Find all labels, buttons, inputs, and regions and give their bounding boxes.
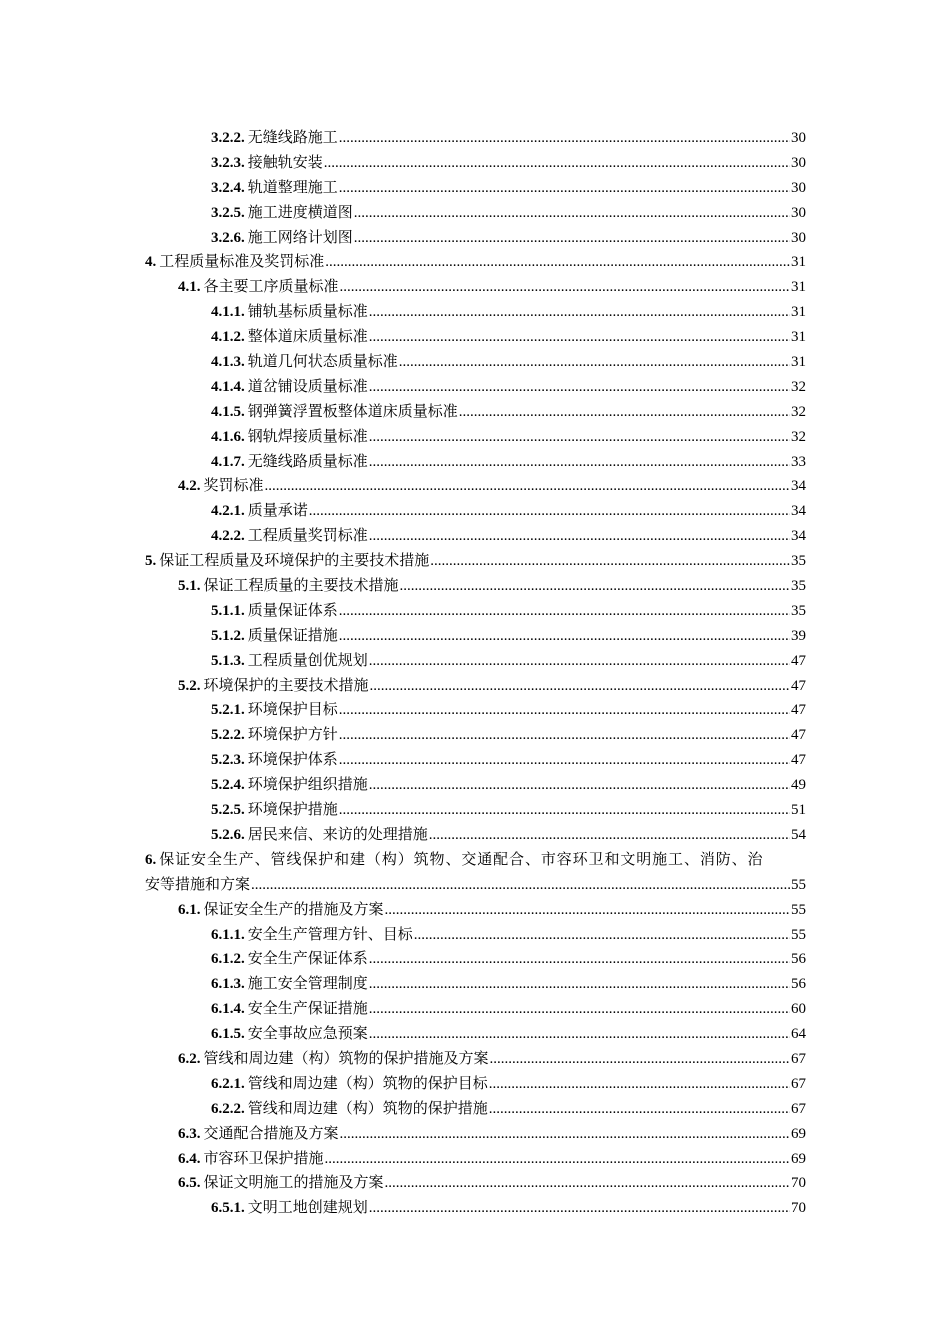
toc-page-number: 32 [791, 403, 806, 420]
toc-title: 保证工程质量及环境保护的主要技术措施 [159, 553, 430, 570]
toc-leader-dots [339, 624, 790, 649]
toc-page-number: 67 [791, 1050, 806, 1067]
toc-entry[interactable] [0, 126, 950, 151]
toc-leader-dots [369, 325, 790, 350]
toc-entry-line [211, 499, 806, 524]
toc-leader-dots [339, 798, 790, 823]
toc-title: 安全生产保证措施 [247, 1001, 368, 1018]
toc-entry-line [211, 624, 806, 649]
toc-entry-line [211, 226, 806, 251]
toc-number: 4.1.1. [211, 304, 245, 321]
toc-number: 5.2.1. [211, 702, 245, 719]
toc-title: 环境保护的主要技术措施 [203, 677, 369, 694]
toc-title: 工程质量奖罚标准 [247, 528, 368, 545]
toc-entry[interactable] [0, 923, 950, 948]
toc-title: 环境保护体系 [247, 752, 338, 769]
toc-page-number: 31 [791, 354, 806, 371]
toc-title: 文明工地创建规划 [247, 1200, 368, 1217]
toc-page-number: 55 [791, 926, 806, 943]
toc-entry-line [211, 823, 806, 848]
toc-page-number: 56 [791, 951, 806, 968]
toc-entry[interactable] [0, 176, 950, 201]
toc-entry[interactable] [0, 375, 950, 400]
toc-leader-dots [459, 400, 790, 425]
toc-title-continuation: 安等措施和方案 [145, 876, 251, 893]
toc-entry[interactable] [0, 325, 950, 350]
toc-number: 4.1.5. [211, 403, 245, 420]
table-of-contents [0, 126, 950, 1221]
toc-title: 工程质量创优规划 [247, 652, 368, 669]
toc-entry[interactable] [0, 698, 950, 723]
toc-page-number: 35 [791, 602, 806, 619]
toc-leader-dots [324, 151, 790, 176]
toc-title: 钢轨焊接质量标准 [247, 428, 368, 445]
toc-number: 5.1. [178, 578, 201, 595]
toc-title: 无缝线路施工 [247, 130, 338, 146]
toc-page-number: 49 [791, 777, 806, 794]
toc-title: 保证文明施工的措施及方案 [203, 1175, 384, 1192]
toc-title: 质量承诺 [247, 503, 308, 520]
toc-entry[interactable] [0, 250, 950, 275]
toc-entry-line [178, 1047, 806, 1072]
toc-entry-line [145, 848, 806, 873]
toc-leader-dots [369, 375, 790, 400]
toc-entry-line [211, 350, 806, 375]
toc-number: 3.2.2. [211, 130, 245, 146]
toc-page-number: 70 [791, 1200, 806, 1217]
toc-entry-line [211, 723, 806, 748]
toc-entry[interactable] [0, 350, 950, 375]
toc-entry-line [211, 524, 806, 549]
toc-entry-line [211, 151, 806, 176]
toc-number: 3.2.3. [211, 154, 245, 171]
toc-page-number: 55 [791, 876, 806, 893]
toc-title: 整体道床质量标准 [247, 329, 368, 346]
toc-entry-line [178, 674, 806, 699]
toc-entry[interactable] [0, 450, 950, 475]
toc-number: 6.5. [178, 1175, 201, 1192]
toc-number: 6.2.1. [211, 1075, 245, 1092]
toc-entry-line [211, 325, 806, 350]
toc-entry-line [145, 549, 806, 574]
toc-number: 4.1.6. [211, 428, 245, 445]
toc-number: 4.1.4. [211, 378, 245, 395]
toc-entry-line [211, 748, 806, 773]
toc-number: 6.1.2. [211, 951, 245, 968]
toc-page-number: 34 [791, 503, 806, 520]
toc-number: 6.1.1. [211, 926, 245, 943]
toc-number: 5. [145, 553, 157, 570]
toc-leader-dots [414, 923, 790, 948]
toc-number: 5.2.3. [211, 752, 245, 769]
toc-entry-line [145, 873, 806, 898]
toc-leader-dots [265, 474, 790, 499]
toc-title: 保证工程质量的主要技术措施 [203, 578, 399, 595]
toc-entry[interactable] [0, 1171, 950, 1196]
toc-entry[interactable] [0, 151, 950, 176]
toc-leader-dots [340, 275, 790, 300]
toc-title: 环境保护措施 [247, 802, 338, 819]
toc-page-number: 47 [791, 652, 806, 669]
toc-entry[interactable] [0, 524, 950, 549]
toc-number: 6. [145, 851, 157, 868]
toc-leader-dots [369, 300, 790, 325]
toc-leader-dots [340, 1122, 790, 1147]
toc-title: 施工进度横道图 [247, 204, 353, 221]
toc-entry[interactable] [0, 1022, 950, 1047]
toc-number: 5.2. [178, 677, 201, 694]
toc-entry[interactable] [0, 275, 950, 300]
toc-entry[interactable] [0, 1072, 950, 1097]
toc-entry-line [211, 599, 806, 624]
toc-entry[interactable] [0, 499, 950, 524]
toc-page-number: 34 [791, 528, 806, 545]
toc-entry-line [178, 574, 806, 599]
toc-title: 管线和周边建（构）筑物的保护措施及方案 [203, 1050, 489, 1067]
toc-leader-dots [489, 1097, 790, 1122]
toc-title: 安全生产保证体系 [247, 951, 368, 968]
toc-number: 4.1.3. [211, 354, 245, 371]
toc-entry[interactable] [0, 798, 950, 823]
toc-title: 质量保证措施 [247, 627, 338, 644]
toc-entry[interactable] [0, 972, 950, 997]
toc-page-number: 54 [791, 826, 806, 843]
toc-page-number: 47 [791, 677, 806, 694]
toc-entry-line [211, 126, 806, 151]
toc-page-number: 47 [791, 702, 806, 719]
toc-entry-line [211, 773, 806, 798]
toc-number: 4.2. [178, 478, 201, 495]
toc-page-number: 34 [791, 478, 806, 495]
toc-title: 保证安全生产、管线保护和建（构）筑物、交通配合、市容环卫和文明施工、消防、治 [159, 851, 764, 868]
toc-entry[interactable] [0, 201, 950, 226]
toc-number: 6.2. [178, 1050, 201, 1067]
toc-leader-dots [489, 1072, 790, 1097]
toc-leader-dots [339, 599, 790, 624]
toc-number: 6.4. [178, 1150, 201, 1167]
toc-title: 质量保证体系 [247, 602, 338, 619]
toc-title: 市容环卫保护措施 [203, 1150, 324, 1167]
toc-page-number: 32 [791, 378, 806, 395]
toc-leader-dots [325, 1147, 790, 1172]
toc-entry[interactable] [0, 1097, 950, 1122]
toc-page-number: 31 [791, 304, 806, 321]
toc-entry[interactable] [0, 300, 950, 325]
toc-page-number: 51 [791, 802, 806, 819]
toc-leader-dots [369, 450, 790, 475]
toc-entry-line [211, 1196, 806, 1221]
toc-number: 5.1.3. [211, 652, 245, 669]
toc-entry-line [178, 1171, 806, 1196]
toc-number: 3.2.4. [211, 179, 245, 196]
toc-number: 3.2.5. [211, 204, 245, 221]
toc-page-number: 30 [791, 154, 806, 171]
toc-leader-dots [354, 226, 790, 251]
toc-entry[interactable] [0, 848, 950, 873]
toc-title: 铺轨基标质量标准 [247, 304, 368, 321]
toc-number: 6.3. [178, 1125, 201, 1142]
toc-leader-dots [325, 250, 790, 275]
toc-entry-line [211, 1022, 806, 1047]
toc-title: 安全生产管理方针、目标 [247, 926, 413, 943]
toc-page-number: 30 [791, 130, 806, 146]
toc-leader-dots [339, 748, 790, 773]
toc-leader-dots [339, 723, 790, 748]
toc-entry[interactable] [0, 624, 950, 649]
toc-page-number: 67 [791, 1100, 806, 1117]
toc-page-number: 60 [791, 1001, 806, 1018]
toc-number: 4.2.2. [211, 528, 245, 545]
toc-page-number: 35 [791, 578, 806, 595]
toc-leader-dots [251, 873, 790, 898]
toc-number: 4. [145, 254, 157, 271]
toc-title: 环境保护组织措施 [247, 777, 368, 794]
toc-entry[interactable] [0, 226, 950, 251]
toc-title: 交通配合措施及方案 [203, 1125, 339, 1142]
toc-page-number: 33 [791, 453, 806, 470]
toc-number: 6.2.2. [211, 1100, 245, 1117]
toc-entry[interactable] [0, 898, 950, 923]
toc-title: 钢弹簧浮置板整体道床质量标准 [247, 403, 458, 420]
toc-leader-dots [370, 674, 790, 699]
toc-leader-dots [354, 201, 790, 226]
toc-number: 3.2.6. [211, 229, 245, 246]
toc-number: 6.1.5. [211, 1026, 245, 1043]
toc-page-number: 69 [791, 1125, 806, 1142]
toc-page-number: 31 [791, 279, 806, 296]
toc-page-number: 64 [791, 1026, 806, 1043]
toc-entry[interactable] [0, 823, 950, 848]
toc-entry[interactable] [0, 997, 950, 1022]
toc-entry[interactable] [0, 425, 950, 450]
toc-page-number: 39 [791, 627, 806, 644]
toc-entry[interactable] [0, 574, 950, 599]
toc-title: 工程质量标准及奖罚标准 [159, 254, 325, 271]
toc-title: 环境保护目标 [247, 702, 338, 719]
toc-title: 轨道几何状态质量标准 [247, 354, 398, 371]
toc-number: 5.2.4. [211, 777, 245, 794]
toc-leader-dots [369, 524, 790, 549]
toc-number: 5.2.2. [211, 727, 245, 744]
toc-number: 5.1.2. [211, 627, 245, 644]
toc-number: 4.2.1. [211, 503, 245, 520]
toc-title: 居民来信、来访的处理措施 [247, 826, 428, 843]
toc-page-number: 55 [791, 901, 806, 918]
toc-leader-dots [399, 350, 790, 375]
toc-leader-dots [400, 574, 790, 599]
toc-page-number: 67 [791, 1075, 806, 1092]
toc-title: 施工安全管理制度 [247, 976, 368, 993]
toc-leader-dots [369, 1196, 790, 1221]
toc-title: 道岔铺设质量标准 [247, 378, 368, 395]
toc-leader-dots [369, 649, 790, 674]
toc-entry-line [211, 375, 806, 400]
toc-leader-dots [339, 176, 790, 201]
toc-entry-line [211, 300, 806, 325]
toc-entry[interactable] [0, 1196, 950, 1221]
toc-entry[interactable] [0, 1122, 950, 1147]
toc-title: 保证安全生产的措施及方案 [203, 901, 384, 918]
toc-leader-dots [385, 1171, 790, 1196]
toc-entry[interactable] [0, 474, 950, 499]
toc-number: 6.5.1. [211, 1200, 245, 1217]
toc-entry[interactable] [0, 1047, 950, 1072]
toc-title: 环境保护方针 [247, 727, 338, 744]
toc-number: 6.1.4. [211, 1001, 245, 1018]
toc-entry-line [211, 798, 806, 823]
toc-entry[interactable] [0, 599, 950, 624]
toc-leader-dots [429, 823, 790, 848]
toc-title: 管线和周边建（构）筑物的保护目标 [247, 1075, 488, 1092]
toc-page-number: 30 [791, 229, 806, 246]
toc-number: 5.1.1. [211, 602, 245, 619]
toc-title: 接触轨安装 [247, 154, 323, 171]
toc-leader-dots [339, 698, 790, 723]
toc-leader-dots [369, 972, 790, 997]
toc-page-number: 47 [791, 727, 806, 744]
toc-title: 无缝线路质量标准 [247, 453, 368, 470]
toc-entry-line [211, 201, 806, 226]
toc-entry-line [178, 1147, 806, 1172]
toc-entry[interactable] [0, 674, 950, 699]
toc-page-number: 31 [791, 329, 806, 346]
toc-number: 4.1. [178, 279, 201, 296]
toc-entry-continuation[interactable] [0, 873, 950, 898]
toc-leader-dots [339, 126, 790, 151]
toc-title: 安全事故应急预案 [247, 1026, 368, 1043]
toc-leader-dots [369, 425, 790, 450]
toc-page-number: 30 [791, 179, 806, 196]
toc-entry-line [145, 250, 806, 275]
toc-entry-line [178, 1122, 806, 1147]
toc-leader-dots [490, 1047, 790, 1072]
toc-leader-dots [385, 898, 790, 923]
toc-page-number: 30 [791, 204, 806, 221]
toc-entry[interactable] [0, 549, 950, 574]
toc-entry-line [211, 649, 806, 674]
toc-entry-line [178, 275, 806, 300]
toc-entry-line [211, 972, 806, 997]
toc-entry[interactable] [0, 649, 950, 674]
toc-entry[interactable] [0, 773, 950, 798]
toc-number: 6.1.3. [211, 976, 245, 993]
toc-entry[interactable] [0, 400, 950, 425]
toc-leader-dots [369, 773, 790, 798]
toc-title: 各主要工序质量标准 [203, 279, 339, 296]
toc-number: 5.2.5. [211, 802, 245, 819]
toc-leader-dots [369, 997, 790, 1022]
toc-entry[interactable] [0, 723, 950, 748]
toc-entry-line [178, 474, 806, 499]
toc-entry-line [211, 1097, 806, 1122]
toc-page-number: 31 [791, 254, 806, 271]
toc-title: 施工网络计划图 [247, 229, 353, 246]
toc-entry-line [211, 450, 806, 475]
toc-entry[interactable] [0, 748, 950, 773]
toc-title: 轨道整理施工 [247, 179, 338, 196]
toc-title: 管线和周边建（构）筑物的保护措施 [247, 1100, 488, 1117]
toc-title: 奖罚标准 [203, 478, 264, 495]
toc-entry-line [211, 400, 806, 425]
toc-entry-line [211, 997, 806, 1022]
toc-page-number: 47 [791, 752, 806, 769]
toc-page-number: 35 [791, 553, 806, 570]
toc-page-number: 69 [791, 1150, 806, 1167]
toc-leader-dots [369, 947, 790, 972]
toc-entry-line [211, 1072, 806, 1097]
toc-number: 5.2.6. [211, 826, 245, 843]
toc-page-number: 56 [791, 976, 806, 993]
toc-leader-dots [369, 1022, 790, 1047]
toc-number: 4.1.2. [211, 329, 245, 346]
toc-entry-line [211, 947, 806, 972]
toc-entry-line [211, 425, 806, 450]
toc-page-number: 32 [791, 428, 806, 445]
toc-page-number: 70 [791, 1175, 806, 1192]
toc-entry-line [178, 898, 806, 923]
toc-leader-dots [430, 549, 790, 574]
toc-number: 6.1. [178, 901, 201, 918]
toc-entry-line [211, 698, 806, 723]
toc-entry-line [211, 923, 806, 948]
toc-entry[interactable] [0, 1147, 950, 1172]
toc-leader-dots [309, 499, 790, 524]
toc-entry-line [211, 176, 806, 201]
toc-entry[interactable] [0, 947, 950, 972]
toc-number: 4.1.7. [211, 453, 245, 470]
